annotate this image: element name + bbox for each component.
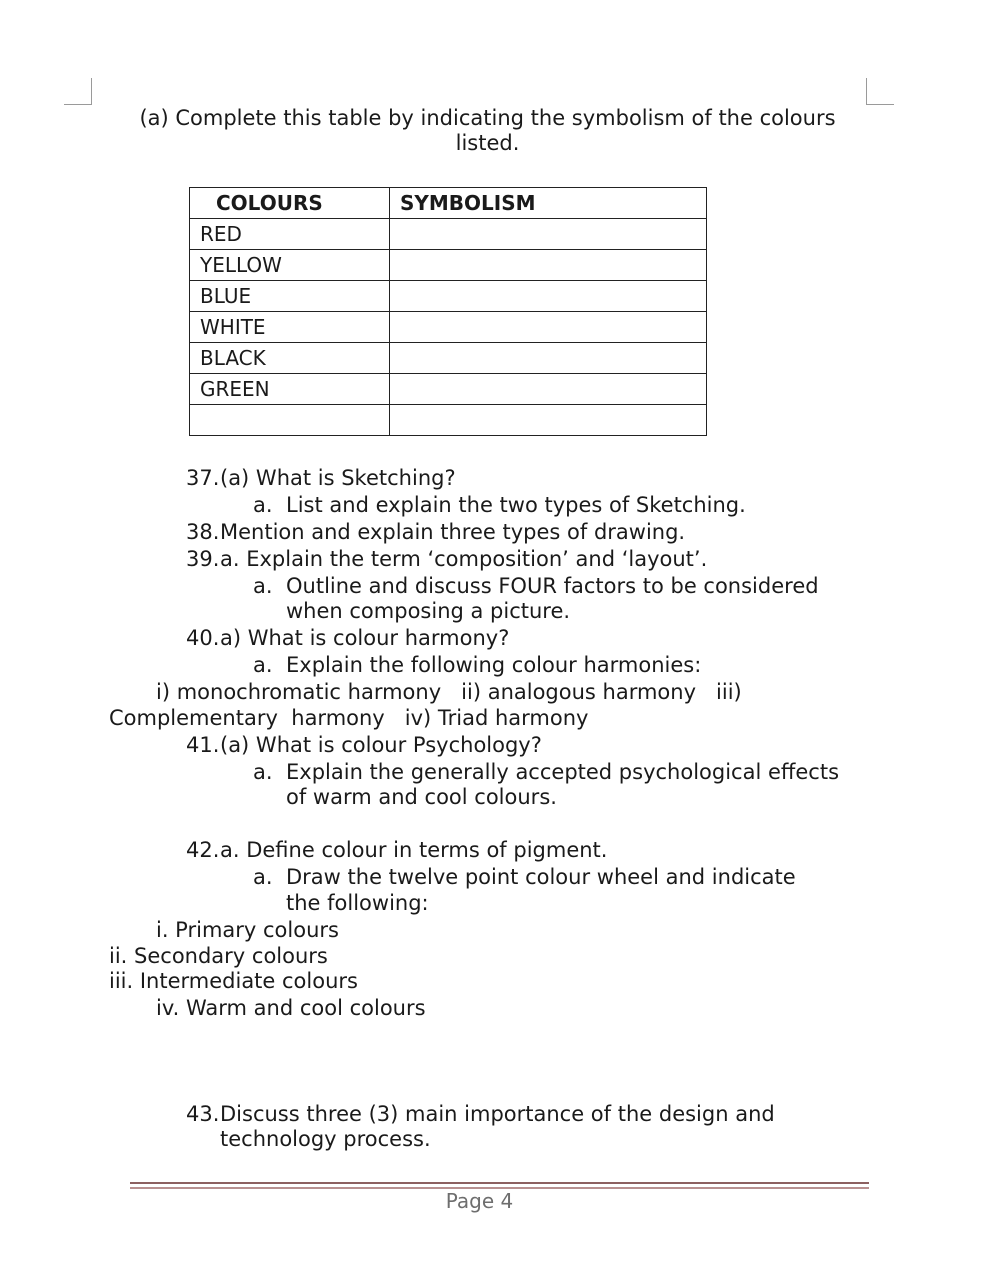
symbolism-cell[interactable]	[390, 405, 707, 436]
sub-marker: a.	[253, 574, 273, 598]
question-37-sub	[253, 492, 746, 518]
symbolism-cell[interactable]	[390, 281, 707, 312]
sub-question-text: Outline and discuss FOUR factors to be considered	[286, 574, 819, 598]
colour-cell: BLUE	[190, 281, 390, 312]
question-37	[186, 465, 456, 491]
table-instruction: (a) Complete this table by indicating the symbolism of the colours listed.	[139, 106, 836, 155]
colour-cell: WHITE	[190, 312, 390, 343]
colour-cell	[190, 405, 390, 436]
sub-question-text: List and explain the two types of Sketching.	[286, 493, 746, 517]
page-number: Page 4	[445, 1189, 514, 1213]
table-row	[190, 374, 707, 405]
question-text: Discuss three (3) main importance of the design and	[220, 1102, 775, 1126]
question-41-sub-continued: of warm and cool colours.	[286, 785, 557, 809]
table-row	[190, 219, 707, 250]
question-41	[186, 732, 542, 758]
question-text: a) What is colour harmony?	[220, 626, 510, 650]
symbolism-cell[interactable]	[390, 250, 707, 281]
question-text: Mention and explain three types of drawing.	[220, 520, 686, 544]
question-text: (a) What is Sketching?	[220, 466, 456, 490]
sub-question-text: Draw the twelve point colour wheel and indicate	[286, 865, 796, 889]
harmony-list-line-2: Complementary harmony iv) Triad harmony	[109, 706, 589, 730]
symbolism-cell[interactable]	[390, 312, 707, 343]
question-number: 38.	[186, 520, 220, 544]
table-row	[190, 250, 707, 281]
question-42	[186, 837, 607, 863]
colour-wheel-item: i. Primary colours	[156, 918, 339, 942]
margin-mark-left	[64, 78, 92, 105]
sub-question-text: Explain the following colour harmonies:	[286, 653, 702, 677]
sub-marker: a.	[253, 760, 273, 784]
sub-marker: a.	[253, 653, 273, 677]
question-number: 39.	[186, 547, 220, 571]
table-row	[190, 405, 707, 436]
question-40	[186, 625, 509, 651]
sub-marker: a.	[253, 493, 273, 517]
table-row	[190, 281, 707, 312]
colour-cell: YELLOW	[190, 250, 390, 281]
colour-wheel-item: iii. Intermediate colours	[109, 969, 358, 993]
question-39	[186, 546, 707, 572]
question-43-continued: technology process.	[220, 1127, 431, 1151]
question-number: 41.	[186, 733, 220, 757]
symbolism-cell[interactable]	[390, 343, 707, 374]
colour-wheel-item: iv. Warm and cool colours	[156, 996, 426, 1020]
table-header-row	[190, 188, 707, 219]
question-number: 37.	[186, 466, 220, 490]
harmony-list-line-1: i) monochromatic harmony ii) analogous harmony iii)	[156, 680, 742, 704]
question-43	[186, 1101, 775, 1127]
footer-rule	[130, 1182, 869, 1189]
colour-cell: RED	[190, 219, 390, 250]
question-42-sub-continued: the following:	[286, 891, 429, 915]
symbolism-cell[interactable]	[390, 374, 707, 405]
question-number: 40.	[186, 626, 220, 650]
question-number: 42.	[186, 838, 220, 862]
header-colours: COLOURS	[190, 188, 390, 219]
sub-marker: a.	[253, 865, 273, 889]
symbolism-cell[interactable]	[390, 219, 707, 250]
colour-cell: BLACK	[190, 343, 390, 374]
question-41-sub	[253, 759, 839, 785]
question-text: (a) What is colour Psychology?	[220, 733, 542, 757]
sub-question-text: Explain the generally accepted psychological effects	[286, 760, 840, 784]
table-row	[190, 312, 707, 343]
question-number: 43.	[186, 1102, 220, 1126]
colour-wheel-item: ii. Secondary colours	[109, 944, 328, 968]
question-42-sub	[253, 864, 796, 890]
question-40-sub	[253, 652, 701, 678]
question-39-sub	[253, 573, 819, 599]
question-text: a. Explain the term ‘composition’ and ‘layout’.	[220, 547, 708, 571]
header-symbolism: SYMBOLISM	[390, 188, 707, 219]
table-row	[190, 343, 707, 374]
question-39-sub-continued: when composing a picture.	[286, 599, 571, 623]
colour-cell: GREEN	[190, 374, 390, 405]
question-text: a. Define colour in terms of pigment.	[220, 838, 608, 862]
symbolism-table	[189, 187, 707, 436]
question-38	[186, 519, 685, 545]
margin-mark-right	[866, 78, 894, 105]
